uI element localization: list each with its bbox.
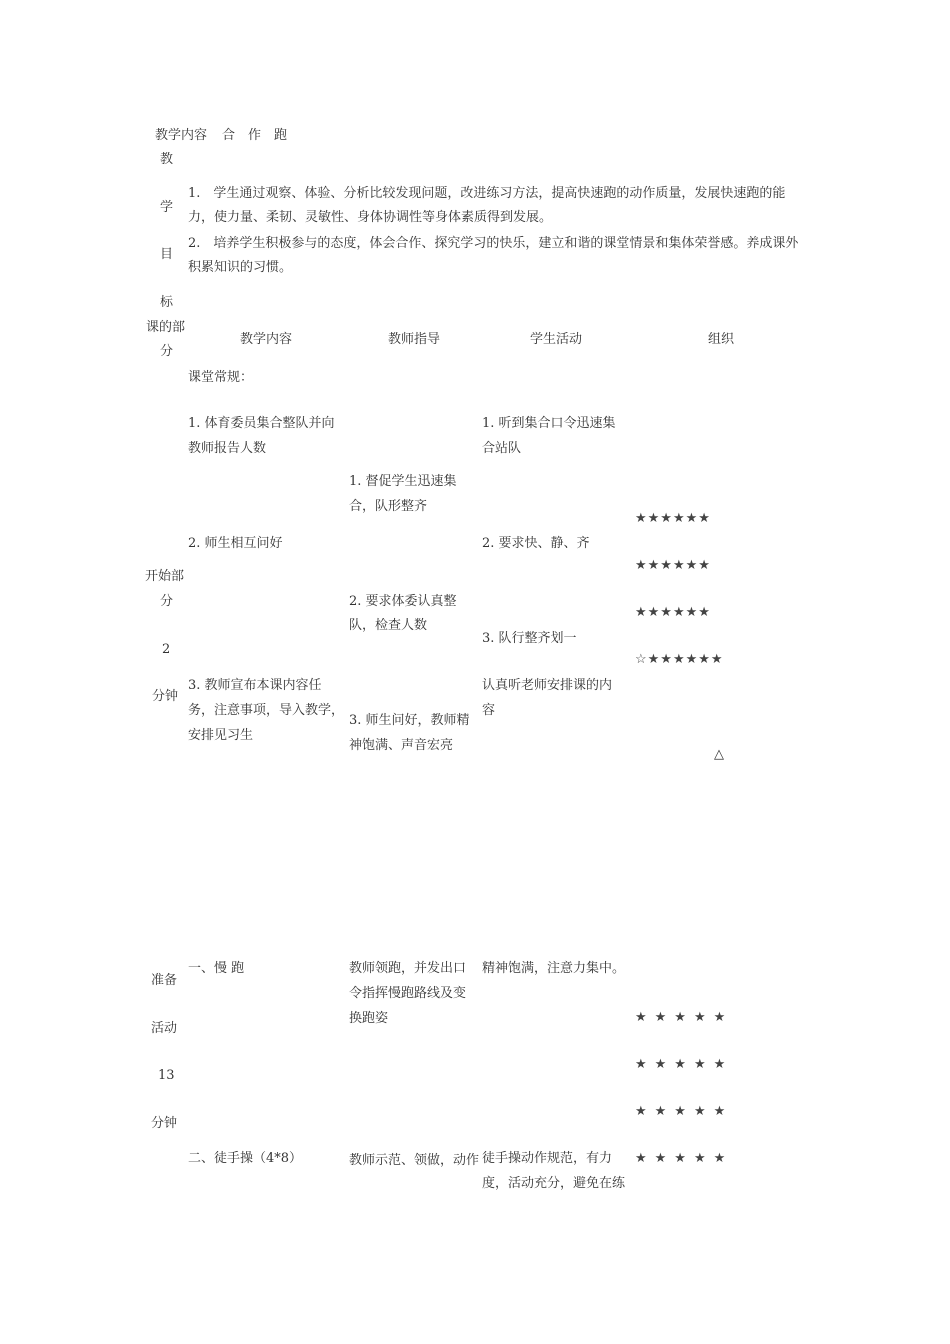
header-content: 教学内容 [240, 332, 293, 347]
warmup-org-row-3: ★★★★★ [635, 1104, 734, 1119]
teacher-2-line2: 队，检查人数 [349, 618, 428, 633]
header-org: 组织 [708, 332, 735, 347]
teacher-2-line1: 2. 要求体委认真整 [349, 594, 457, 609]
goal-item-1: 1. 学生通过观察、体验、分析比较发现问题，改进练习方法，提高快速跑的动作质量，发展快速跑的能力，使力量、柔韧、灵敏性、身体协调性等身体素质得到发展。 [188, 186, 786, 225]
content-3-line3: 安排见习生 [188, 728, 254, 743]
content-2: 2. 师生相互问好 [188, 536, 283, 551]
teacher-1-line1: 1. 督促学生迅速集 [349, 474, 457, 489]
student-4-line1: 认真听老师安排课的内 [482, 678, 613, 693]
content-3-line2: 务，注意事项，导入教学， [188, 703, 345, 718]
part2-label-4: 分钟 [151, 1116, 178, 1131]
part1-label-3: 2 [162, 642, 171, 657]
warmup-teacher-1-line3: 换跑姿 [349, 1011, 389, 1026]
warmup-teacher-1-line1: 教师领跑，并发出口 [349, 961, 467, 976]
warmup-teacher-1-line2: 令指挥慢跑路线及变 [349, 986, 467, 1001]
org-row-3: ★★★★★★ [635, 605, 711, 620]
student-1-line2: 合站队 [482, 441, 522, 456]
title-value: 合 作 跑 [222, 128, 288, 143]
routine-label: 课堂常规： [188, 370, 254, 385]
warmup-teacher-2: 教师示范、领做，动作 [349, 1153, 480, 1168]
warmup-student-1: 精神饱满，注意力集中。 [482, 961, 626, 976]
header-part-line2: 分 [160, 344, 174, 359]
goals-side-label-3: 目 [160, 247, 174, 262]
student-1-line1: 1. 听到集合口令迅速集 [482, 416, 616, 431]
part2-label-1: 准备 [151, 973, 178, 988]
warmup-item-2: 二、徒手操（4*8） [188, 1151, 303, 1166]
warmup-student-2-line2: 度，活动充分，避免在练 [482, 1176, 626, 1191]
student-4-line2: 容 [482, 703, 496, 718]
content-1-line1: 1. 体育委员集合整队并向 [188, 416, 335, 431]
warmup-item-1: 一、慢 跑 [188, 961, 245, 976]
warmup-student-2-line1: 徒手操动作规范，有力 [482, 1151, 613, 1166]
goals-side-label-1: 教 [160, 152, 174, 167]
part2-label-2: 活动 [151, 1021, 178, 1036]
teacher-3-line1: 3. 师生问好，教师精 [349, 713, 470, 728]
part1-label-2: 分 [160, 594, 174, 609]
content-3-line1: 3. 教师宣布本课内容任 [188, 678, 322, 693]
org-row-2: ★★★★★★ [635, 558, 711, 573]
part1-label-4: 分钟 [152, 689, 179, 704]
warmup-org-row-4: ★★★★★ [635, 1151, 734, 1166]
org-row-4: ☆★★★★★★ [635, 652, 724, 667]
goal-item-2: 2. 培养学生积极参与的态度，体会合作、探究学习的快乐，建立和谐的课堂情景和集体荣誉感。养成课外积累知识的习惯。 [188, 236, 799, 275]
header-student: 学生活动 [530, 332, 583, 347]
part1-label-1: 开始部 [145, 569, 185, 584]
student-2: 2. 要求快、静、齐 [482, 536, 590, 551]
goals-side-label-4: 标 [160, 295, 174, 310]
title-label: 教学内容 [155, 128, 208, 143]
part2-label-3: 13 [158, 1068, 175, 1083]
org-row-1: ★★★★★★ [635, 511, 711, 526]
header-teacher: 教师指导 [388, 332, 441, 347]
warmup-org-row-1: ★★★★★ [635, 1010, 734, 1025]
teacher-triangle-icon: △ [714, 747, 724, 762]
goals-side-label-2: 学 [160, 200, 174, 215]
content-1-line2: 教师报告人数 [188, 441, 267, 456]
teacher-3-line2: 神饱满、声音宏亮 [349, 738, 454, 753]
warmup-org-row-2: ★★★★★ [635, 1057, 734, 1072]
header-part-line1: 课的部 [146, 320, 186, 335]
teacher-1-line2: 合，队形整齐 [349, 499, 428, 514]
student-3: 3. 队行整齐划一 [482, 631, 577, 646]
